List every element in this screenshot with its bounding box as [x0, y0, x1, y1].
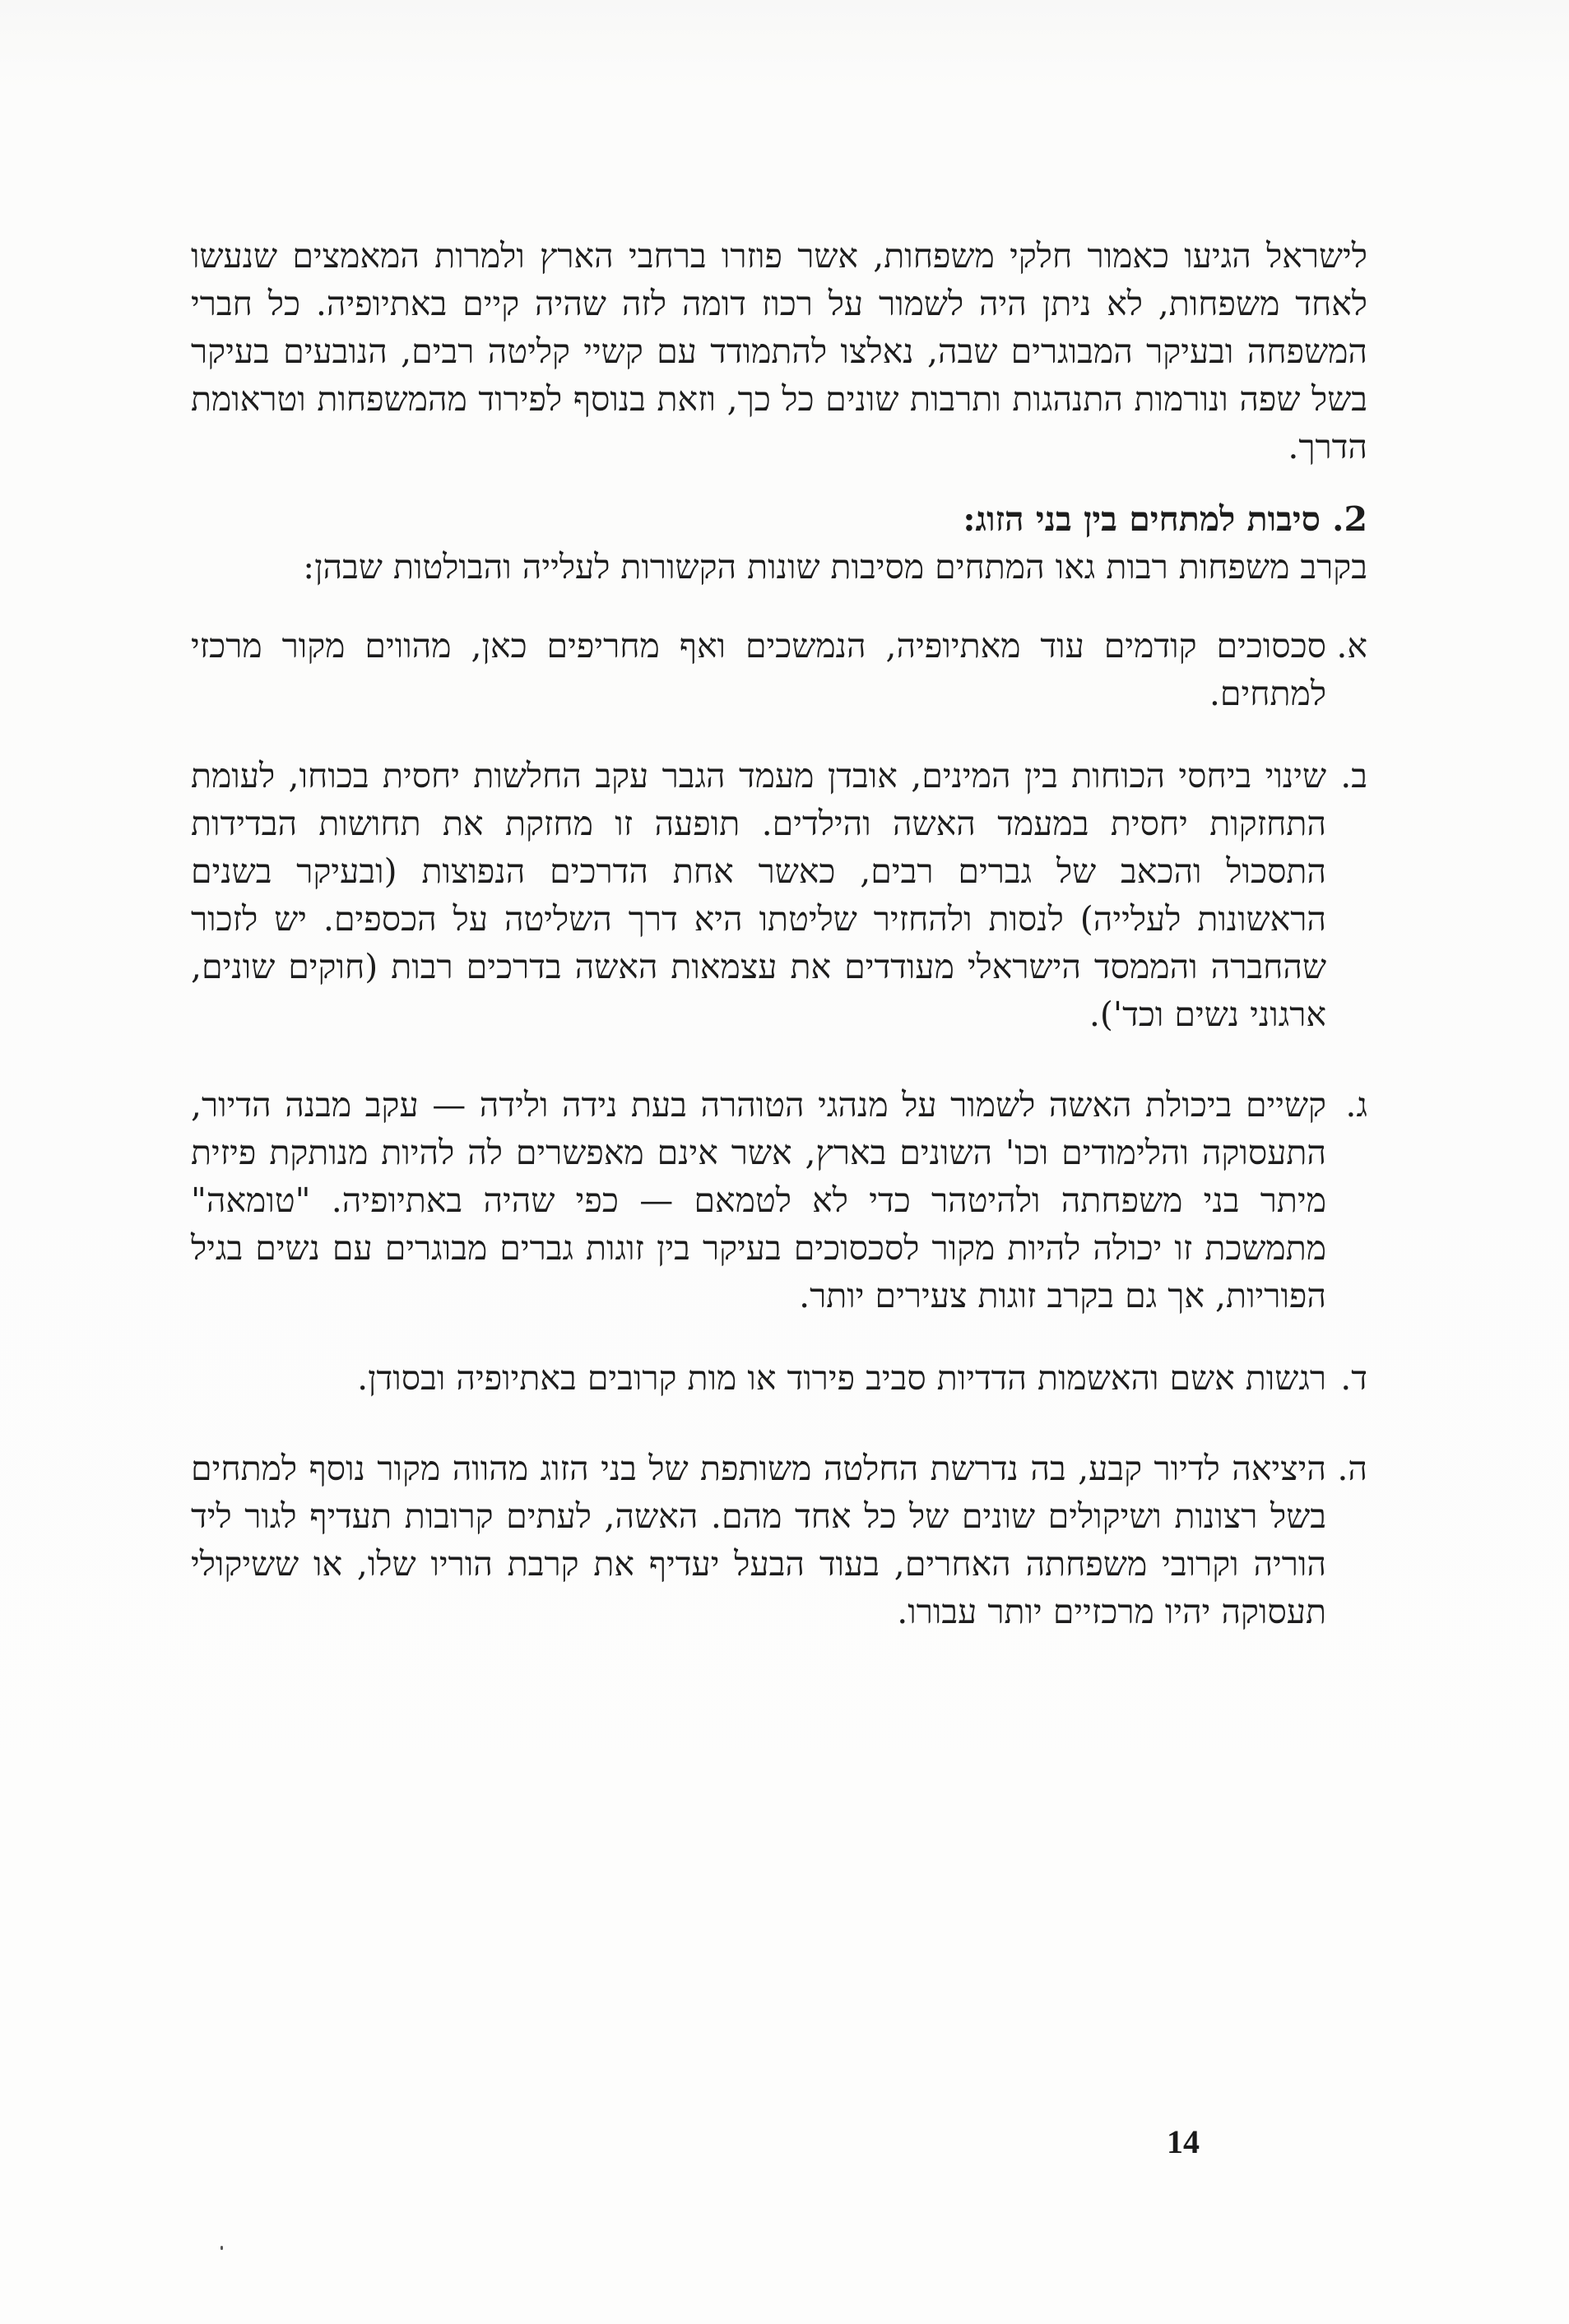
- list-item-text: שינוי ביחסי הכוחות בין המינים, אובדן מעמד הגבר עקב החלשות יחסית בכוחו, לעומת התחזקות יחסית במעמד האשה והילדים. תופעה זו מחזקת את תחושות הבדידות התסכול והכאב של גברים רבים, כאשר אחת הדרכים הנפוצות (ובעיקר בשנים הראשונות לעלייה) לנסות ולהחזיר שליטתו היא דרך השליטה על הכספים. יש לזכור שהחברה והממסד הישראלי מעודדים את עצמאות האשה בדרכים רבות (חוקים שונים, ארגוני נשים וכד').: [191, 756, 1326, 1034]
- list-item-text: היציאה לדיור קבע, בה נדרשת החלטה משותפת של בני הזוג מהווה מקור נוסף למתחים בשל רצונות ושיקולים שונים של כל אחד מהם. האשה, לעתים קרובות תעדיף לגור ליד הוריה וקרובי משפחתה האחרים, בעוד הבעל יעדיף את קרבת הוריו שלו, או ששיקולי תעסוקה יהיו מרכזיים יותר עבורו.: [191, 1449, 1326, 1631]
- list-letter: א.: [1336, 626, 1367, 666]
- list-item-alef: [191, 622, 1367, 717]
- list-item-text: רגשות אשם והאשמות הדדיות סביב פירוד או מות קרובים באתיופיה ובסודן.: [357, 1358, 1326, 1398]
- list-item-text: סכסוכים קודמים עוד מאתיופיה, הנמשכים ואף מחריפים כאן, מהווים מקור מרכזי למתחים.: [191, 626, 1326, 713]
- list-item-he: [191, 1445, 1367, 1635]
- section-heading: 2. סיבות למתחים בין בני הזוג:: [963, 499, 1367, 539]
- list-item-bet: [191, 752, 1367, 1038]
- text-column: [191, 232, 1367, 1670]
- list-item-gimel: [191, 1081, 1367, 1320]
- list-letter: ה.: [1337, 1449, 1367, 1488]
- section-lead: בקרב משפחות רבות גאו המתחים מסיבות שונות הקשורות לעלייה והבולטות שבהן:: [303, 547, 1367, 587]
- list-item-text: קשיים ביכולת האשה לשמור על מנהגי הטוהרה בעת נידה ולידה — עקב מבנה הדיור, התעסוקה והלימודים וכו' השונים בארץ, אשר אינם מאפשרים לה להיות מנותקת פיזית מיתר בני משפחתה ולהיטהר כדי לא לטמאם — כפי שהיה באתיופיה. "טומאה" מתמשכת זו יכולה להיות מקור לסכסוכים בעיקר בין זוגות גברים מבוגרים עם נשים בגיל הפוריות, אך גם בקרב זוגות צעירים יותר.: [191, 1085, 1326, 1315]
- list-item-dalet: [191, 1354, 1367, 1402]
- list-letter: ב.: [1340, 756, 1367, 796]
- page-number: 14: [1167, 2123, 1200, 2160]
- intro-paragraph: לישראל הגיעו כאמור חלקי משפחות, אשר פוזרו ברחבי הארץ ולמרות המאמצים שנעשו לאחד משפחות, לא ניתן היה לשמור על רכוז דומה לזה שהיה קיים באתיופיה. כל חברי המשפחה ובעיקר המבוגרים שבה, נאלצו להתמודד עם קשיי קליטה רבים, הנובעים בעיקר בשל שפה ונורמות התנהגות ותרבות שונים כל כך, וזאת בנוסף לפירוד מהמשפחות וטראומת הדרך.: [191, 236, 1367, 466]
- scan-speck: [220, 2246, 223, 2250]
- list-letter: ד.: [1340, 1358, 1367, 1398]
- list-letter: ג.: [1345, 1085, 1367, 1125]
